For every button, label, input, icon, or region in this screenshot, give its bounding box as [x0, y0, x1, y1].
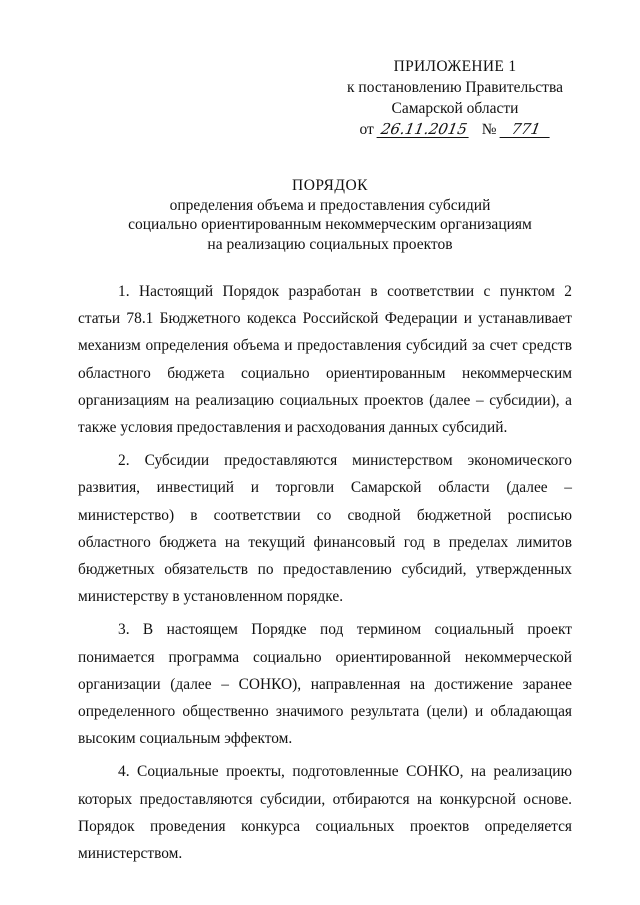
appendix-line-1: к постановлению Правительства	[347, 79, 563, 96]
paragraph-3: 3. В настоящем Порядке под термином социальный проект понимается программа социально ориентированной некоммерческой организации (далее – СОНКО), направленная на достижение заранее определенного общественно значимого результата (цели) и обладающая высоким социальным эффектом.	[78, 621, 572, 748]
appendix-header	[330, 56, 580, 140]
document-title-main: ПОРЯДОК	[292, 177, 368, 194]
document-title-line-2: социально ориентированным некоммерческим организациям	[128, 216, 532, 233]
appendix-line-2: Самарской области	[391, 100, 519, 117]
number-prefix: №	[481, 121, 497, 138]
paragraph-4: 4. Социальные проекты, подготовленные СОНКО, на реализацию которых предоставляются субсидии, отбираются на конкурсной основе. Порядок проведения конкурса социальных проектов определяется министерством.	[78, 763, 572, 863]
date-prefix: от	[359, 121, 374, 138]
document-body	[78, 278, 572, 867]
paragraph-2: 2. Субсидии предоставляются министерством экономического развития, инвестиций и торговли Самарской области (далее – министерство) в соответствии со сводной бюджетной росписью областного бюджета на текущий финансовый год в пределах лимитов бюджетных обязательств по предоставлению субсидий, утвержденных министерству в установленном порядке.	[78, 452, 572, 606]
document-title-line-1: определения объема и предоставления субсидий	[169, 196, 491, 214]
paragraph-1: 1. Настоящий Порядок разработан в соответствии с пунктом 2 статьи 78.1 Бюджетного кодекса Российской Федерации и устанавливает механизм определения объема и предоставления субсидий за счет средств областного бюджета социально ориентированным некоммерческим организациям на реализацию социальных проектов (далее – субсидии), а также условия предоставления и расходования данных субсидий.	[78, 283, 572, 437]
document-title-line-3: на реализацию социальных проектов	[207, 235, 453, 253]
handwritten-date: 26.11.2015	[376, 121, 471, 138]
document-title	[80, 176, 580, 254]
appendix-title: ПРИЛОЖЕНИЕ 1	[393, 58, 517, 75]
handwritten-number: 771	[499, 121, 552, 138]
appendix-date-line	[330, 119, 580, 140]
